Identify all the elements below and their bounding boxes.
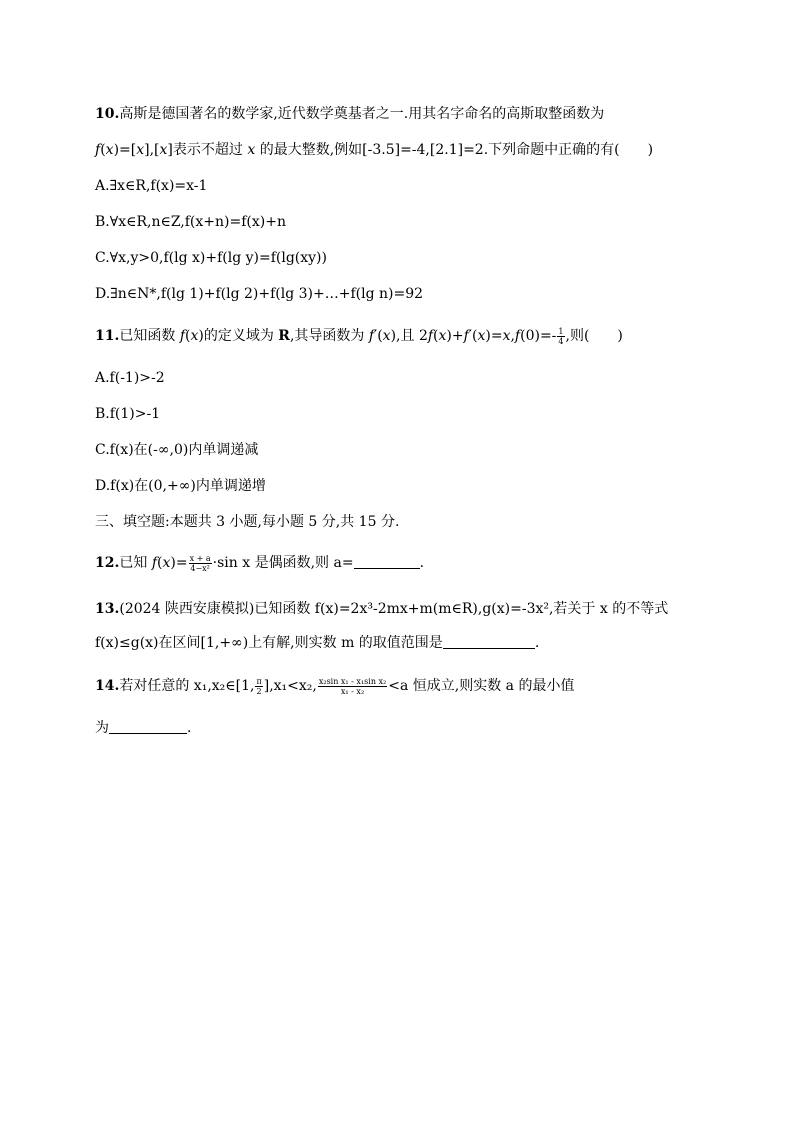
q10-text-b: ],[ (144, 142, 160, 158)
q14-pi-num: π (256, 676, 262, 686)
q13-number: 13. (95, 601, 120, 617)
q14-pi-fraction (255, 677, 262, 696)
q12-number: 12. (95, 555, 120, 571)
q10-text-c: ]表示不超过 (167, 142, 248, 158)
q13-line1 (95, 599, 668, 619)
q13-line2 (95, 633, 539, 653)
q14-text-2: 为 (95, 720, 109, 736)
q12-frac-den: 4−x² (190, 563, 210, 573)
q10-option-a: A.∃x∈R,f(x)=x-1 (95, 178, 208, 194)
q10-paren: ) (647, 142, 654, 158)
q12-text-a: 已知 (119, 555, 152, 571)
q14-text-c: <a 恒成立,则实数 a 的最小值 (388, 678, 575, 694)
q12-frac-num: x + a (189, 553, 211, 563)
q11-option-a: A.f(-1)>-2 (95, 370, 165, 386)
q14-text-b: ],x₁<x₂, (263, 678, 317, 694)
q11-text-c: ,其导函数为 (289, 328, 369, 344)
q10-option-c: C.∀x,y>0,f(lg x)+f(lg y)=f(lg(xy)) (95, 250, 327, 266)
q14-text-a: 若对任意的 x₁,x₂∈[1, (119, 678, 255, 694)
q11-text-g: ,则( (565, 328, 590, 344)
q11-frac-den: 4 (558, 336, 564, 346)
q10-stem-line2: f(x)=[x],[x]表示不超过 x 的最大整数,例如[-3.5]=-4,[2.1]=2.下列命题中正确的有( ) (95, 142, 654, 158)
q14-pi-den: 2 (256, 686, 262, 696)
q11-text-e: = (490, 328, 503, 344)
q11-frac-num: 1 (558, 326, 564, 336)
q11-paren: ) (617, 328, 623, 344)
q11-stem: 11.已知函数 f(x)的定义域为 R,其导函数为 f′(x),且 2f(x)+f′(x)=x,f(0)=- $\frac{1}{4}$ ,则( ) (95, 326, 623, 346)
q11-fraction (557, 327, 564, 346)
q11-option-c: C.f(x)在(-∞,0)内单调递减 (95, 442, 259, 458)
q14-frac-den: x₁ - x₂ (340, 686, 365, 696)
q10-text-d: 的最大整数,例如[-3.5]=-4,[2.1]=2.下列命题中正确的有( (255, 142, 620, 158)
q12-end: . (419, 555, 425, 571)
q12-fraction (189, 554, 212, 573)
q10-stem-line1 (95, 104, 604, 124)
q12-answer-blank[interactable] (354, 554, 420, 569)
q11-option-b: B.f(1)>-1 (95, 406, 161, 422)
q11-text-a: 已知函数 (119, 328, 180, 344)
q10-option-d: D.∃n∈N*,f(lg 1)+f(lg 2)+f(lg 3)+…+f(lg n)=92 (95, 286, 424, 302)
q12-text-b: ·sin x 是偶函数,则 a= (212, 555, 354, 571)
q14-frac-num: x₂sin x₁ - x₁sin x₂ (318, 676, 387, 686)
q11-text-f: (0)=- (520, 328, 557, 344)
section-3-title: 三、填空题:本题共 3 小题,每小题 5 分,共 15 分. (95, 514, 400, 530)
q12-stem: 12.已知 f(x)= $\frac{x + a}{\text{4−x²}}$ ·sin x 是偶函数,则 a= . (95, 553, 425, 573)
q14-line1 (95, 676, 574, 696)
q11-option-d: D.f(x)在(0,+∞)内单调递增 (95, 478, 266, 494)
q10-option-b: B.∀x∈R,n∈Z,f(x+n)=f(x)+n (95, 214, 286, 230)
q13-text-1: (2024 陕西安康模拟)已知函数 f(x)=2x³-2mx+m(m∈R),g(x)=-3x²,若关于 x 的不等式 (119, 601, 669, 617)
q10-stem-text: 高斯是德国著名的数学家,近代数学奠基者之一.用其名字命名的高斯取整函数为 (119, 106, 605, 122)
q11-text-b: 的定义域为 (203, 328, 279, 344)
q14-number: 14. (95, 678, 120, 694)
q14-answer-blank[interactable] (109, 719, 187, 734)
q13-text-2: f(x)≤g(x)在区间[1,+∞)上有解,则实数 m 的取值范围是 (95, 635, 443, 651)
q14-line2 (95, 718, 191, 738)
q13-end: . (534, 635, 540, 651)
q13-answer-blank[interactable] (443, 634, 535, 649)
q10-number: 10. (95, 106, 120, 122)
q11-number: 11. (95, 328, 120, 344)
q11-text-d: ,且 2 (396, 328, 428, 344)
q14-fraction (318, 677, 387, 696)
q14-end: . (187, 720, 192, 736)
q10-text-a: =[ (119, 142, 137, 158)
